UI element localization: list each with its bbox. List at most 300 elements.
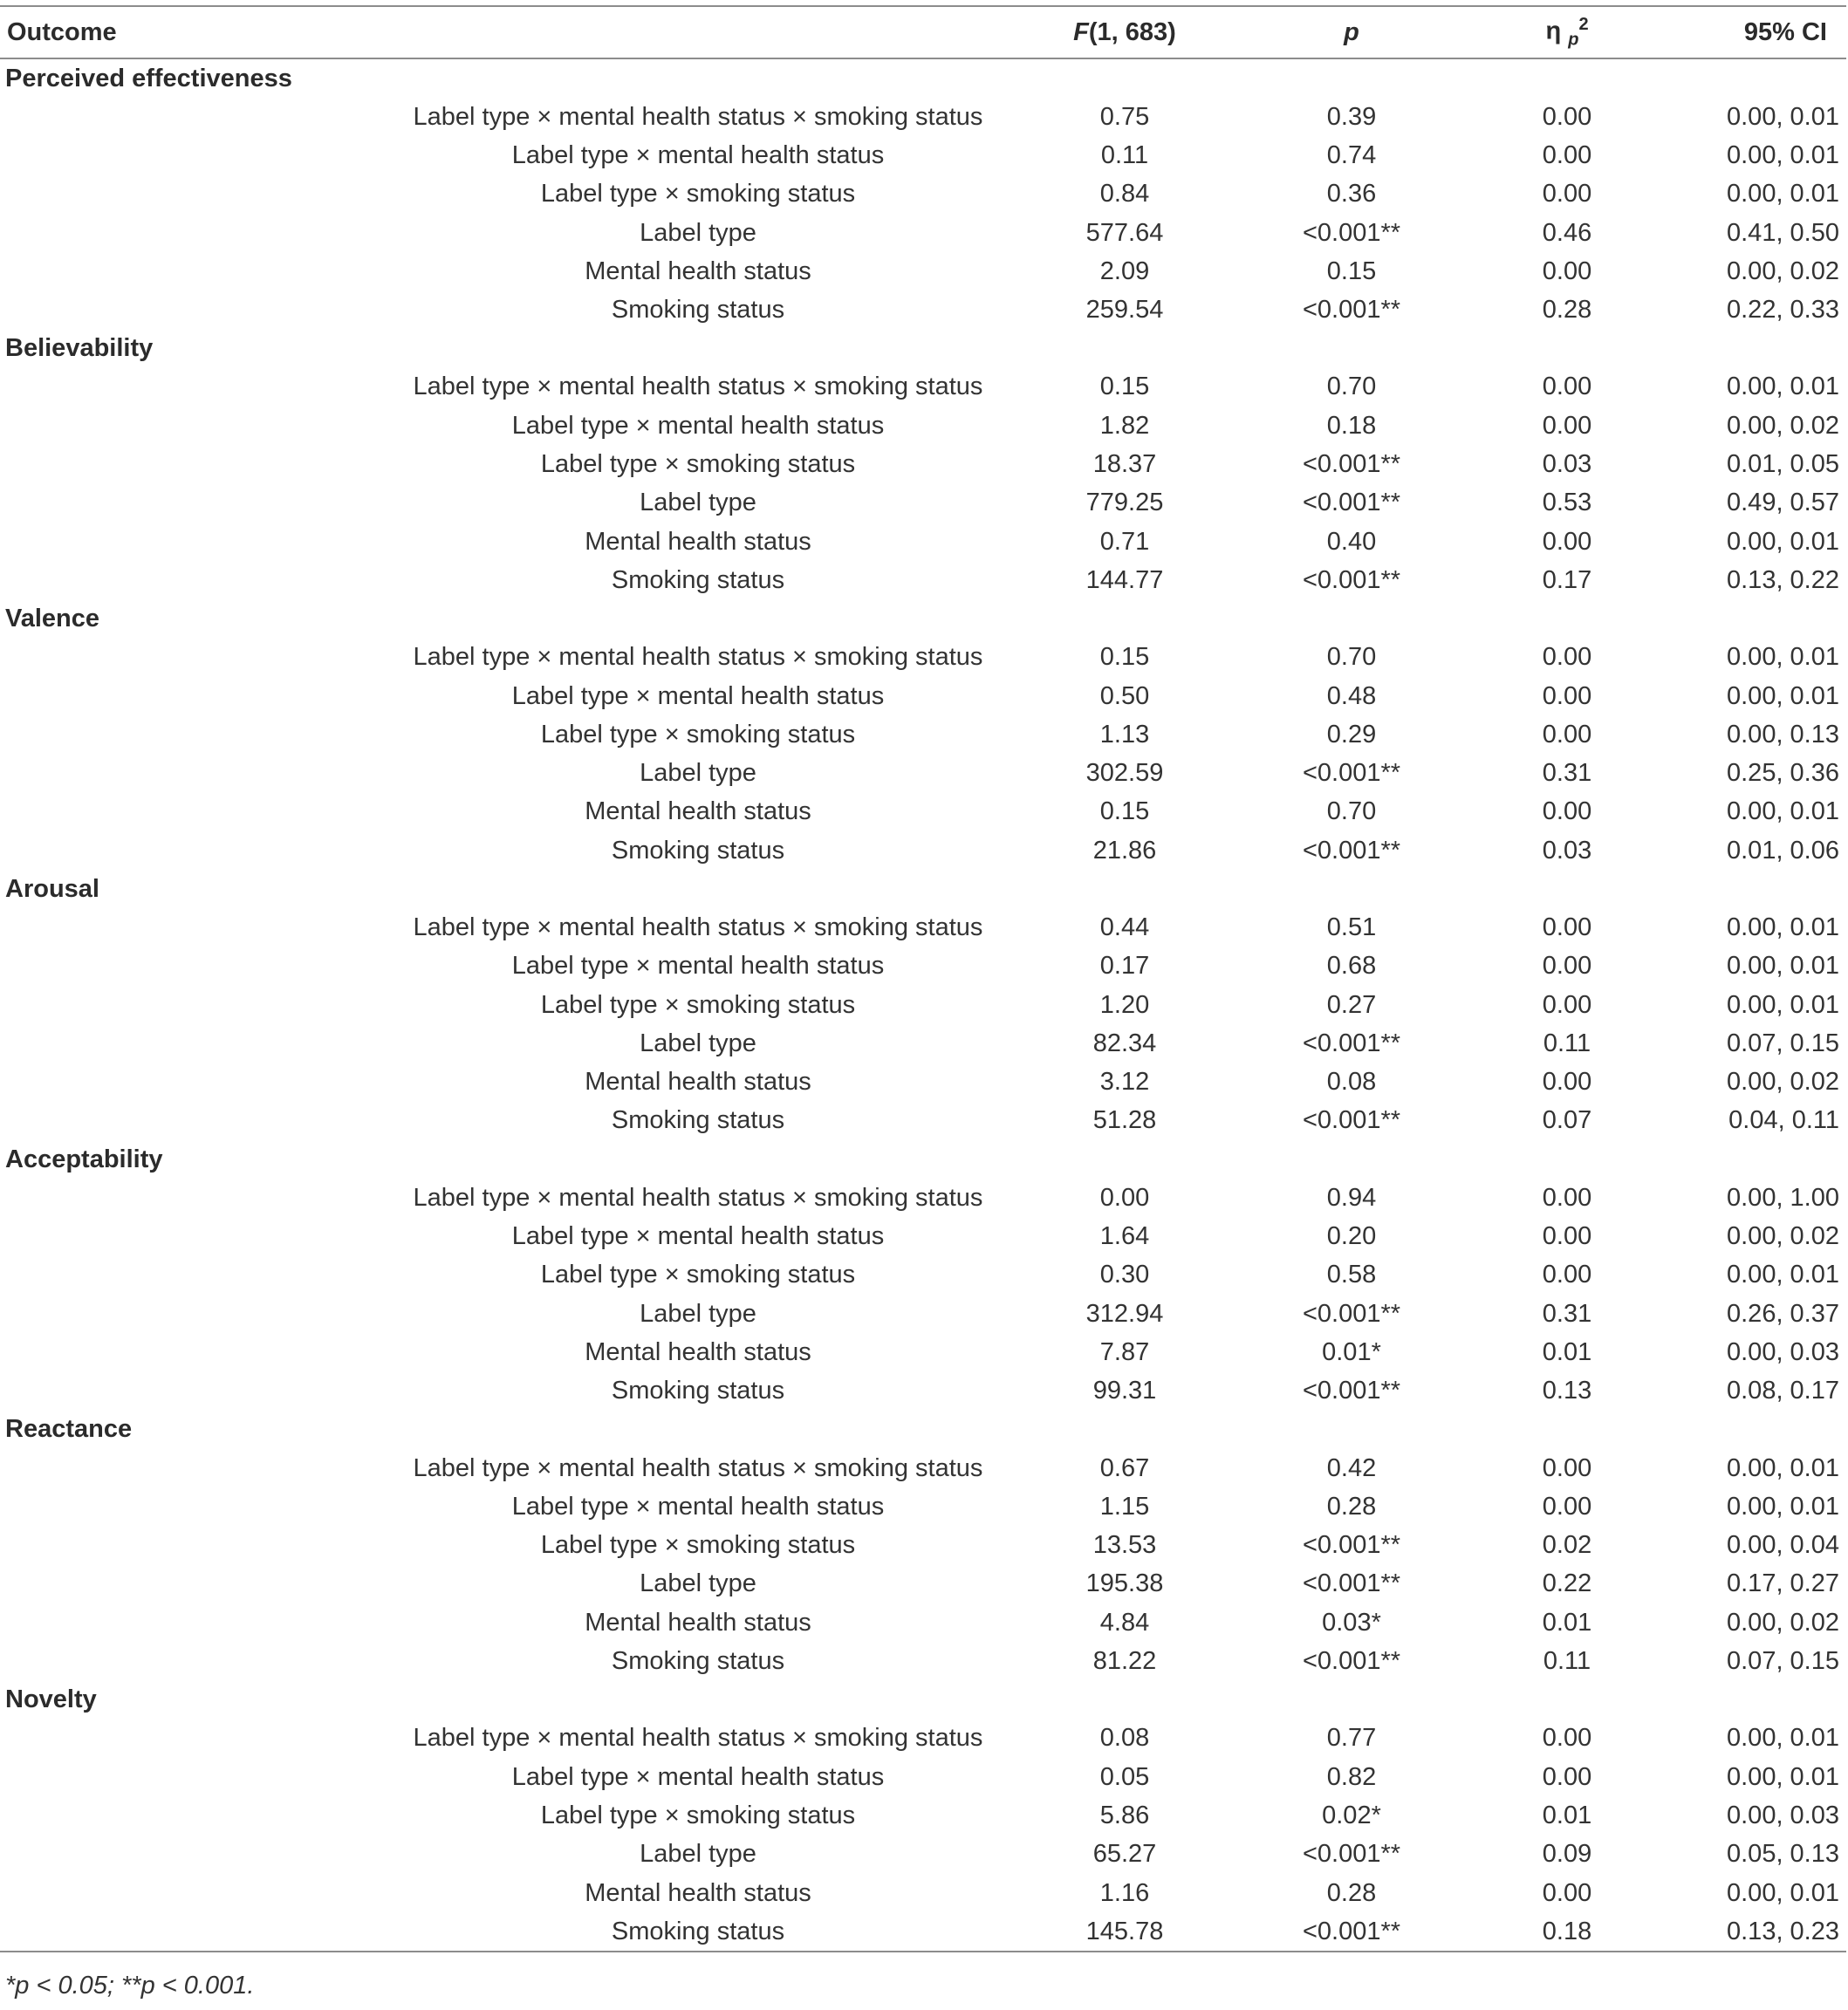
table-row (0, 1372, 1846, 1411)
eta-squared-cell: 0.01 (1542, 1801, 1592, 1829)
eta-squared-cell: 0.11 (1543, 1647, 1591, 1676)
table-row (0, 1874, 1846, 1912)
p-value-cell: 0.29 (1326, 720, 1377, 749)
table-row (0, 1719, 1846, 1758)
eta-squared-cell: 0.00 (1542, 140, 1592, 169)
table-row (0, 1024, 1846, 1063)
outcome-group-row (0, 1681, 1846, 1719)
confidence-interval-cell: 0.00, 0.01 (1727, 990, 1839, 1019)
eta-squared-cell: 0.00 (1542, 1762, 1592, 1791)
effect-cell: Label type (640, 489, 756, 517)
header-eta-subscript: p (1568, 30, 1579, 50)
table-row (0, 1758, 1846, 1796)
effect-cell: Label type (640, 759, 756, 788)
spacer-cell (0, 1874, 384, 1912)
f-value-cell: 13.53 (1092, 1531, 1157, 1560)
eta-squared-cell: 0.11 (1543, 1029, 1591, 1057)
p-value-cell: <0.001** (1302, 1917, 1401, 1945)
confidence-interval-cell: 0.00, 0.01 (1727, 180, 1839, 209)
spacer-cell (0, 136, 384, 174)
p-value-cell: 0.94 (1326, 1183, 1377, 1212)
f-value-cell: 81.22 (1092, 1647, 1157, 1676)
table-row (0, 252, 1846, 291)
eta-squared-cell: 0.28 (1542, 296, 1592, 325)
f-value-cell: 18.37 (1092, 450, 1157, 479)
effect-cell: Smoking status (611, 836, 785, 865)
table-row (0, 1295, 1846, 1333)
outcome-group-row (0, 1411, 1846, 1449)
confidence-interval-cell: 0.00, 0.01 (1727, 952, 1839, 981)
header-effect (384, 6, 1012, 58)
table-row (0, 1836, 1846, 1874)
confidence-interval-cell: 0.13, 0.23 (1727, 1917, 1839, 1945)
p-value-cell: 0.03* (1322, 1608, 1381, 1637)
eta-squared-cell: 0.00 (1542, 1068, 1592, 1097)
f-value-cell: 145.78 (1085, 1917, 1164, 1945)
p-value-cell: 0.20 (1326, 1222, 1377, 1251)
effect-cell: Label type × mental health status (511, 952, 885, 981)
spacer-cell (0, 793, 384, 831)
effect-cell: Label type × smoking status (540, 720, 856, 749)
spacer-cell (0, 1912, 384, 1952)
table-row (0, 908, 1846, 947)
table-row (0, 1565, 1846, 1603)
effect-cell: Label type × mental health status × smoking status (413, 102, 983, 131)
f-value-cell: 99.31 (1092, 1377, 1157, 1405)
confidence-interval-cell: 0.00, 0.01 (1727, 913, 1839, 941)
f-value-cell: 0.30 (1099, 1261, 1150, 1289)
outcome-group-label: Acceptability (5, 1145, 163, 1173)
table-row (0, 639, 1846, 677)
f-value-cell: 1.15 (1099, 1492, 1150, 1521)
confidence-interval-cell: 0.00, 0.01 (1727, 373, 1839, 401)
table-row (0, 175, 1846, 214)
confidence-interval-cell: 0.00, 0.02 (1727, 411, 1839, 440)
confidence-interval-cell: 0.05, 0.13 (1727, 1840, 1839, 1869)
effect-cell: Label type × mental health status (511, 140, 885, 169)
confidence-interval-cell: 0.00, 1.00 (1727, 1183, 1839, 1212)
spacer-cell (0, 523, 384, 561)
effect-cell: Label type × mental health status × smoking status (413, 1183, 983, 1212)
f-value-cell: 0.11 (1100, 140, 1149, 169)
spacer-cell (0, 1719, 384, 1758)
f-value-cell: 259.54 (1085, 296, 1164, 325)
p-value-cell: 0.36 (1326, 180, 1377, 209)
effect-cell: Label type × mental health status (511, 411, 885, 440)
p-value-cell: 0.70 (1326, 797, 1377, 826)
effect-cell: Label type × smoking status (540, 1801, 856, 1829)
confidence-interval-cell: 0.07, 0.15 (1727, 1029, 1839, 1057)
effect-cell: Label type (640, 218, 756, 247)
eta-squared-cell: 0.31 (1542, 1299, 1592, 1328)
p-value-cell: <0.001** (1302, 1569, 1401, 1598)
confidence-interval-cell: 0.22, 0.33 (1727, 296, 1839, 325)
confidence-interval-cell: 0.00, 0.01 (1727, 527, 1839, 556)
f-value-cell: 1.82 (1099, 411, 1150, 440)
outcome-group-row (0, 58, 1846, 98)
f-value-cell: 2.09 (1099, 256, 1150, 285)
table-row (0, 1527, 1846, 1565)
effect-cell: Mental health status (585, 1068, 811, 1097)
p-value-cell: <0.001** (1302, 1299, 1401, 1328)
f-value-cell: 1.64 (1099, 1222, 1150, 1251)
f-value-cell: 302.59 (1085, 759, 1164, 788)
table-row (0, 1912, 1846, 1952)
f-value-cell: 0.75 (1099, 102, 1150, 131)
effect-cell: Label type × mental health status (511, 1492, 885, 1521)
eta-squared-cell: 0.09 (1542, 1840, 1592, 1869)
effect-cell: Label type × mental health status (511, 1762, 885, 1791)
p-value-cell: 0.08 (1326, 1068, 1377, 1097)
spacer-cell (0, 1372, 384, 1411)
outcome-group-label: Novelty (5, 1685, 97, 1714)
table-row (0, 1603, 1846, 1642)
table-row (0, 368, 1846, 407)
eta-squared-cell: 0.00 (1542, 1878, 1592, 1907)
f-value-cell: 5.86 (1099, 1801, 1150, 1829)
header-eta-squared (1466, 6, 1668, 58)
table-row (0, 1796, 1846, 1835)
f-value-cell: 0.50 (1099, 681, 1150, 710)
spacer-cell (0, 639, 384, 677)
effect-cell: Smoking status (611, 1917, 785, 1945)
header-f-df: (1, 683) (1088, 17, 1176, 46)
header-eta-superscript: 2 (1578, 14, 1589, 34)
confidence-interval-cell: 0.00, 0.01 (1727, 140, 1839, 169)
outcome-group-label: Believability (5, 334, 154, 363)
spacer-cell (0, 1449, 384, 1487)
spacer-cell (0, 175, 384, 214)
confidence-interval-cell: 0.00, 0.04 (1727, 1531, 1839, 1560)
eta-squared-cell: 0.31 (1542, 759, 1592, 788)
spacer-cell (0, 1024, 384, 1063)
p-value-cell: 0.48 (1326, 681, 1377, 710)
eta-squared-cell: 0.00 (1542, 1183, 1592, 1212)
confidence-interval-cell: 0.26, 0.37 (1727, 1299, 1839, 1328)
effect-cell: Label type × mental health status × smoking status (413, 1724, 983, 1753)
p-value-cell: <0.001** (1302, 1647, 1401, 1676)
effect-cell: Smoking status (611, 1647, 785, 1676)
p-value-cell: 0.28 (1326, 1492, 1377, 1521)
spacer-cell (0, 445, 384, 483)
table-row (0, 523, 1846, 561)
outcome-group-label: Arousal (5, 874, 99, 903)
p-value-cell: <0.001** (1302, 296, 1401, 325)
confidence-interval-cell: 0.00, 0.02 (1727, 1068, 1839, 1097)
effect-cell: Smoking status (611, 296, 785, 325)
eta-squared-cell: 0.01 (1542, 1608, 1592, 1637)
p-value-cell: <0.001** (1302, 218, 1401, 247)
spacer-cell (0, 1758, 384, 1796)
p-value-cell: 0.58 (1326, 1261, 1377, 1289)
confidence-interval-cell: 0.00, 0.01 (1727, 1492, 1839, 1521)
table-row (0, 1642, 1846, 1680)
spacer-cell (0, 291, 384, 329)
effect-cell: Mental health status (585, 1608, 811, 1637)
f-value-cell: 0.71 (1099, 527, 1150, 556)
p-value-cell: 0.82 (1326, 1762, 1377, 1791)
p-value-cell: <0.001** (1302, 836, 1401, 865)
eta-squared-cell: 0.00 (1542, 256, 1592, 285)
table-row (0, 831, 1846, 870)
spacer-cell (0, 1102, 384, 1140)
p-value-cell: <0.001** (1302, 759, 1401, 788)
f-value-cell: 0.15 (1099, 643, 1150, 672)
effect-cell: Label type × mental health status × smoking status (413, 373, 983, 401)
eta-squared-cell: 0.00 (1542, 1492, 1592, 1521)
effect-cell: Label type × mental health status (511, 1222, 885, 1251)
table-row (0, 98, 1846, 136)
spacer-cell (0, 98, 384, 136)
f-value-cell: 195.38 (1085, 1569, 1164, 1598)
spacer-cell (0, 214, 384, 252)
p-value-cell: <0.001** (1302, 489, 1401, 517)
spacer-cell (0, 484, 384, 523)
table-row (0, 1487, 1846, 1526)
spacer-cell (0, 947, 384, 986)
confidence-interval-cell: 0.49, 0.57 (1727, 489, 1839, 517)
f-value-cell: 65.27 (1092, 1840, 1157, 1869)
confidence-interval-cell: 0.41, 0.50 (1727, 218, 1839, 247)
f-value-cell: 0.17 (1099, 952, 1150, 981)
spacer-cell (0, 1333, 384, 1371)
table-row (0, 677, 1846, 715)
spacer-cell (0, 368, 384, 407)
f-value-cell: 0.15 (1099, 373, 1150, 401)
eta-squared-cell: 0.00 (1542, 990, 1592, 1019)
confidence-interval-cell: 0.00, 0.01 (1727, 1724, 1839, 1753)
p-value-cell: 0.28 (1326, 1878, 1377, 1907)
f-value-cell: 0.08 (1099, 1724, 1150, 1753)
header-eta-symbol: η (1545, 17, 1562, 45)
spacer-cell (0, 407, 384, 445)
f-value-cell: 0.67 (1099, 1453, 1150, 1482)
eta-squared-cell: 0.03 (1542, 450, 1592, 479)
eta-squared-cell: 0.00 (1542, 1453, 1592, 1482)
confidence-interval-cell: 0.07, 0.15 (1727, 1647, 1839, 1676)
eta-squared-cell: 0.13 (1542, 1377, 1592, 1405)
spacer-cell (0, 1603, 384, 1642)
confidence-interval-cell: 0.08, 0.17 (1727, 1377, 1839, 1405)
table-row (0, 407, 1846, 445)
effect-cell: Mental health status (585, 1878, 811, 1907)
table-body (0, 58, 1846, 1952)
confidence-interval-cell: 0.00, 0.01 (1727, 797, 1839, 826)
effect-cell: Label type (640, 1299, 756, 1328)
effect-cell: Smoking status (611, 1377, 785, 1405)
f-value-cell: 82.34 (1092, 1029, 1157, 1057)
effect-cell: Mental health status (585, 797, 811, 826)
spacer-cell (0, 1179, 384, 1217)
p-value-cell: 0.27 (1326, 990, 1377, 1019)
f-value-cell: 0.15 (1099, 797, 1150, 826)
effect-cell: Label type × mental health status × smoking status (413, 1453, 983, 1482)
p-value-cell: <0.001** (1302, 1029, 1401, 1057)
spacer-cell (0, 1217, 384, 1255)
spacer-cell (0, 1565, 384, 1603)
effect-cell: Label type × smoking status (540, 1531, 856, 1560)
confidence-interval-cell: 0.00, 0.01 (1727, 1878, 1839, 1907)
outcome-group-label: Reactance (5, 1415, 133, 1444)
table-row (0, 214, 1846, 252)
p-value-cell: <0.001** (1302, 1531, 1401, 1560)
effect-cell: Label type (640, 1840, 756, 1869)
outcome-group-row (0, 1140, 1846, 1179)
confidence-interval-cell: 0.01, 0.06 (1727, 836, 1839, 865)
table-header (0, 6, 1846, 58)
effect-cell: Label type × smoking status (540, 180, 856, 209)
effect-cell: Smoking status (611, 1106, 785, 1135)
spacer-cell (0, 677, 384, 715)
spacer-cell (0, 715, 384, 754)
effect-cell: Mental health status (585, 256, 811, 285)
p-value-cell: 0.77 (1326, 1724, 1377, 1753)
eta-squared-cell: 0.07 (1542, 1106, 1592, 1135)
p-value-cell: 0.42 (1326, 1453, 1377, 1482)
effect-cell: Label type × smoking status (540, 990, 856, 1019)
table-row (0, 1102, 1846, 1140)
spacer-cell (0, 1256, 384, 1295)
spacer-cell (0, 986, 384, 1024)
p-value-cell: <0.001** (1302, 450, 1401, 479)
spacer-cell (0, 1796, 384, 1835)
spacer-cell (0, 1836, 384, 1874)
eta-squared-cell: 0.00 (1542, 411, 1592, 440)
confidence-interval-cell: 0.00, 0.02 (1727, 1222, 1839, 1251)
header-row (0, 6, 1846, 58)
f-value-cell: 0.84 (1099, 180, 1150, 209)
confidence-interval-cell: 0.00, 0.01 (1727, 102, 1839, 131)
eta-squared-cell: 0.00 (1542, 952, 1592, 981)
p-value-cell: 0.51 (1326, 913, 1377, 941)
effect-cell: Label type × mental health status × smoking status (413, 643, 983, 672)
results-table-container (0, 5, 1846, 1952)
confidence-interval-cell: 0.00, 0.03 (1727, 1801, 1839, 1829)
f-value-cell: 577.64 (1085, 218, 1164, 247)
eta-squared-cell: 0.00 (1542, 797, 1592, 826)
confidence-interval-cell: 0.01, 0.05 (1727, 450, 1839, 479)
p-value-cell: 0.70 (1326, 643, 1377, 672)
outcome-group-row (0, 330, 1846, 368)
f-value-cell: 312.94 (1085, 1299, 1164, 1328)
eta-squared-cell: 0.00 (1542, 1222, 1592, 1251)
effect-cell: Label type × mental health status × smoking status (413, 913, 983, 941)
header-p-symbol: p (1344, 17, 1359, 46)
table-row (0, 947, 1846, 986)
effect-cell: Smoking status (611, 565, 785, 594)
spacer-cell (0, 1487, 384, 1526)
effect-cell: Label type × mental health status (511, 681, 885, 710)
eta-squared-cell: 0.00 (1542, 527, 1592, 556)
confidence-interval-cell: 0.25, 0.36 (1727, 759, 1839, 788)
confidence-interval-cell: 0.00, 0.01 (1727, 1762, 1839, 1791)
outcome-group-row (0, 600, 1846, 639)
p-value-cell: 0.68 (1326, 952, 1377, 981)
table-row (0, 445, 1846, 483)
header-p-value (1237, 6, 1466, 58)
p-value-cell: <0.001** (1302, 565, 1401, 594)
p-value-cell: 0.01* (1322, 1337, 1381, 1366)
effect-cell: Label type × smoking status (540, 1261, 856, 1289)
spacer-cell (0, 252, 384, 291)
table-row (0, 484, 1846, 523)
table-row (0, 754, 1846, 792)
eta-squared-cell: 0.46 (1542, 218, 1592, 247)
spacer-cell (0, 1063, 384, 1102)
spacer-cell (0, 1642, 384, 1680)
f-value-cell: 1.13 (1099, 720, 1150, 749)
eta-squared-cell: 0.03 (1542, 836, 1592, 865)
confidence-interval-cell: 0.00, 0.01 (1727, 1453, 1839, 1482)
f-value-cell: 0.05 (1099, 1762, 1150, 1791)
header-confidence-interval: 95% CI (1743, 17, 1827, 46)
confidence-interval-cell: 0.00, 0.01 (1727, 681, 1839, 710)
eta-squared-cell: 0.22 (1542, 1569, 1592, 1598)
table-row (0, 561, 1846, 599)
header-outcome: Outcome (7, 17, 117, 46)
spacer-cell (0, 754, 384, 792)
eta-squared-cell: 0.00 (1542, 180, 1592, 209)
eta-squared-cell: 0.00 (1542, 102, 1592, 131)
p-value-cell: 0.18 (1326, 411, 1377, 440)
p-value-cell: 0.15 (1326, 256, 1377, 285)
table-row (0, 715, 1846, 754)
f-value-cell: 779.25 (1085, 489, 1164, 517)
spacer-cell (0, 1527, 384, 1565)
table-row (0, 1063, 1846, 1102)
table-row (0, 793, 1846, 831)
table-row (0, 136, 1846, 174)
effect-cell: Label type × smoking status (540, 450, 856, 479)
eta-squared-cell: 0.00 (1542, 643, 1592, 672)
f-value-cell: 51.28 (1092, 1106, 1157, 1135)
eta-squared-cell: 0.18 (1542, 1917, 1592, 1945)
p-value-cell: 0.70 (1326, 373, 1377, 401)
f-value-cell: 1.20 (1099, 990, 1150, 1019)
spacer-cell (0, 1295, 384, 1333)
table-row (0, 1217, 1846, 1255)
outcome-group-label: Valence (5, 605, 100, 633)
eta-squared-cell: 0.00 (1542, 1724, 1592, 1753)
eta-squared-cell: 0.00 (1542, 681, 1592, 710)
p-value-cell: 0.02* (1322, 1801, 1381, 1829)
p-value-cell: <0.001** (1302, 1106, 1401, 1135)
eta-squared-cell: 0.17 (1542, 565, 1592, 594)
confidence-interval-cell: 0.13, 0.22 (1727, 565, 1839, 594)
effect-cell: Mental health status (585, 527, 811, 556)
header-f-symbol: F (1073, 17, 1089, 46)
table-row (0, 986, 1846, 1024)
table-row (0, 1449, 1846, 1487)
outcome-group-label: Perceived effectiveness (5, 64, 292, 92)
effect-cell: Label type (640, 1569, 756, 1598)
p-value-cell: 0.40 (1326, 527, 1377, 556)
eta-squared-cell: 0.01 (1542, 1337, 1592, 1366)
eta-squared-cell: 0.00 (1542, 913, 1592, 941)
outcome-group-row (0, 870, 1846, 908)
p-value-cell: 0.74 (1326, 140, 1377, 169)
spacer-cell (0, 908, 384, 947)
table-row (0, 1333, 1846, 1371)
f-value-cell: 21.86 (1092, 836, 1157, 865)
confidence-interval-cell: 0.00, 0.02 (1727, 256, 1839, 285)
confidence-interval-cell: 0.00, 0.01 (1727, 643, 1839, 672)
confidence-interval-cell: 0.00, 0.13 (1727, 720, 1839, 749)
f-value-cell: 1.16 (1099, 1878, 1150, 1907)
results-table (0, 5, 1846, 1952)
confidence-interval-cell: 0.17, 0.27 (1727, 1569, 1839, 1598)
eta-squared-cell: 0.53 (1542, 489, 1592, 517)
